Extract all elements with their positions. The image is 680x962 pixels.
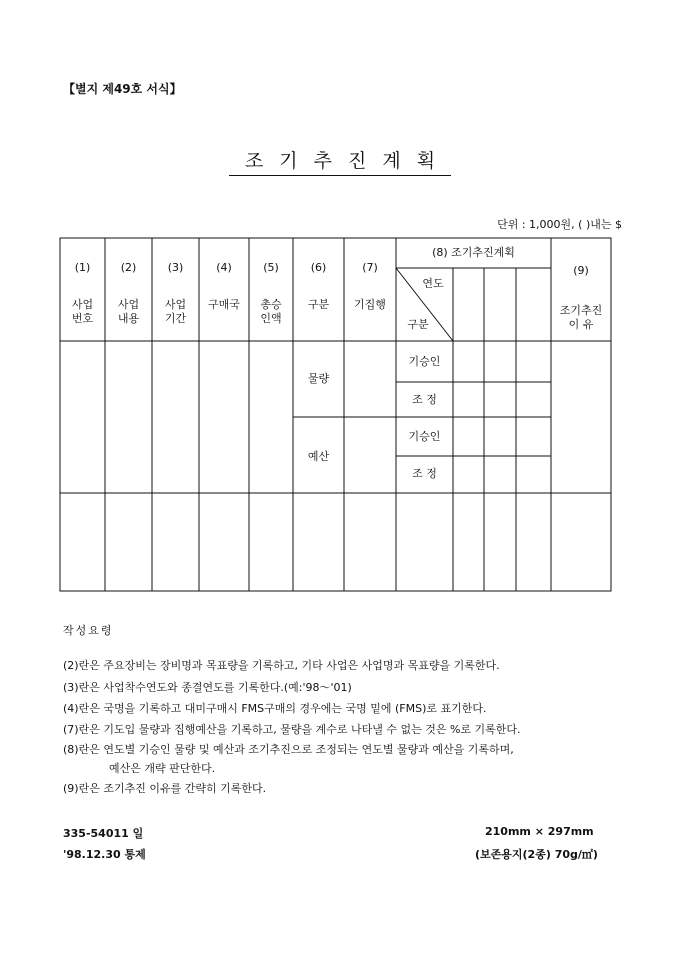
- col-heading-6: 구분: [307, 298, 330, 311]
- col-num-6: (6): [310, 261, 327, 274]
- group-label-budget: 예산: [307, 450, 330, 463]
- col-heading-5: [249, 298, 293, 326]
- row-label-adjust-1: 조 정: [412, 393, 437, 406]
- col-num-7: (7): [362, 261, 378, 274]
- notes-title: 작성요령: [63, 624, 114, 637]
- col-heading-3: [152, 298, 199, 326]
- form-number: 【별지 제49호 서식】: [63, 82, 182, 96]
- col-num-5: (5): [263, 261, 279, 274]
- col-heading-4: 구매국: [208, 298, 240, 311]
- col1-line2: 번호: [71, 312, 94, 325]
- col1-line1: 사업: [71, 298, 94, 311]
- footer-code: 335-54011 일: [63, 827, 144, 840]
- diag-year-label: 연도: [422, 277, 444, 290]
- group-label-quantity: 물량: [307, 372, 330, 385]
- note-item: (7)란은 기도입 물량과 집행예산을 기록하고, 물량을 계수로 나타낼 수 없는 것은 %로 기록한다.: [63, 723, 521, 736]
- col9-line1: 조기추진: [559, 304, 603, 317]
- note-item: (4)란은 국명을 기록하고 대미구매시 FMS구매의 경우에는 국명 밑에 (FMS)로 표기한다.: [63, 702, 487, 715]
- col-num-4: (4): [216, 261, 232, 274]
- col-heading-8: (8) 조기추진계획: [432, 246, 515, 259]
- document-title-text: 조기추진계획: [229, 150, 451, 176]
- col-num-1: (1): [74, 261, 91, 274]
- row-label-approved-1: 기승인: [408, 355, 441, 368]
- footer-paper-size: 210mm × 297mm: [485, 825, 594, 838]
- col-num-2: (2): [120, 261, 137, 274]
- col-heading-7: 기집행: [354, 298, 386, 311]
- col-num-9: (9): [573, 264, 589, 277]
- col-heading-2: [105, 298, 152, 326]
- col-heading-9: [551, 304, 611, 332]
- diag-div-label: 구분: [407, 318, 429, 331]
- table-border: [60, 238, 611, 591]
- col-num-3: (3): [167, 261, 184, 274]
- col2-line1: 사업: [117, 298, 140, 311]
- col-heading-1: [60, 298, 105, 326]
- col9-line2: 이 유: [568, 318, 594, 331]
- row-label-adjust-2: 조 정: [412, 467, 437, 480]
- col5-line2: 인액: [260, 312, 282, 325]
- note-item-continued: 예산은 개략 판단한다.: [109, 762, 216, 775]
- note-item: (8)란은 연도별 기승인 물량 및 예산과 조기추진으로 조정되는 연도별 물량과 예산을 기록하며,: [63, 743, 514, 756]
- footer-paper-type: (보존용지(2종) 70g/㎡): [475, 848, 598, 861]
- col2-line2: 내용: [117, 312, 140, 325]
- unit-note: 단위 : 1,000원, ( )내는 $: [497, 218, 622, 231]
- col5-line1: 총승: [260, 298, 282, 311]
- note-item: (9)란은 조기추진 이유를 간략히 기록한다.: [63, 782, 267, 795]
- note-item: (3)란은 사업착수연도와 종결연도를 기록한다.(예:'98～'01): [63, 681, 352, 694]
- footer-date: '98.12.30 통제: [63, 848, 146, 861]
- col3-line2: 기간: [164, 312, 187, 325]
- col3-line1: 사업: [164, 298, 187, 311]
- note-item: (2)란은 주요장비는 장비명과 목표량을 기록하고, 기타 사업은 사업명과 목표량을 기록한다.: [63, 659, 500, 672]
- row-label-approved-2: 기승인: [408, 430, 441, 443]
